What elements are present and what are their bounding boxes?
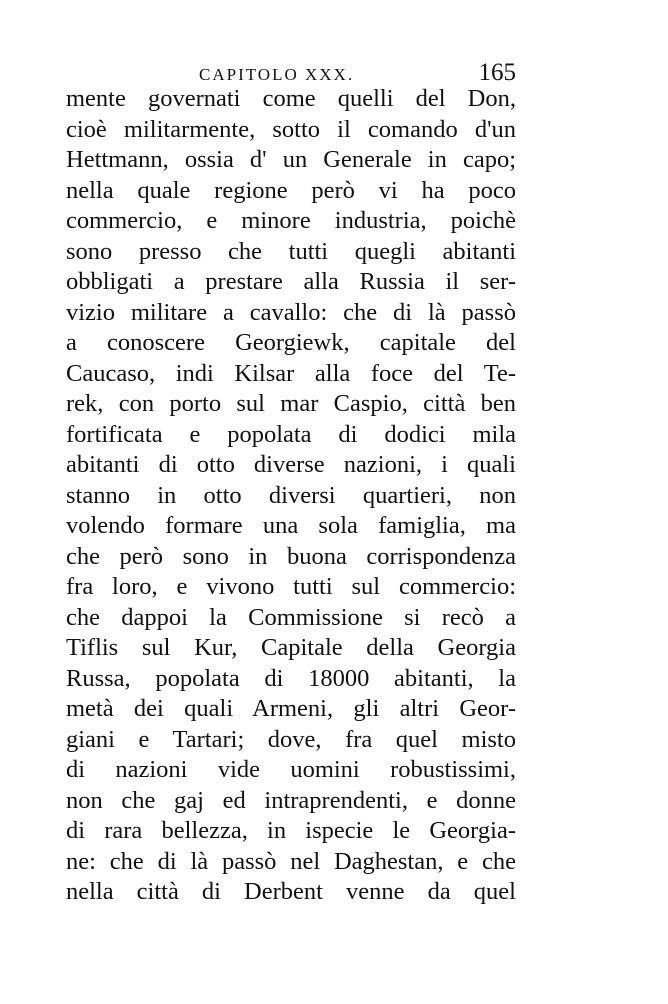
text-line: volendo formare una sola famiglia, ma [66,512,516,539]
text-line: cioè militarmente, sotto il comando d'un [66,115,516,143]
text-line: Russa, popolata di 18000 abitanti, la [66,664,516,692]
text-line: a conoscere Georgiewk, capitale del [66,329,516,356]
page-number: 165 [478,59,516,86]
text-line: Caucaso, indi Kilsar alla foce del Te- [66,359,516,387]
text-line: che però sono in buona corrispondenza [66,542,516,570]
text-line: obbligati a prestare alla Russia il ser- [66,268,516,295]
text-line: stanno in otto diversi quartieri, non [66,481,516,509]
text-line: di nazioni vide uomini robustissimi, [66,756,516,783]
chapter-title: CAPITOLO XXX. [199,65,355,84]
text-line: Tiflis sul Kur, Capitale della Georgia [66,634,516,661]
text-line: non che gaj ed intraprendenti, e donne [66,786,516,814]
text-line: fra loro, e vivono tutti sul commercio: [66,573,516,600]
text-line: fortificata e popolata di dodici mila [66,420,516,448]
text-line: vizio militare a cavallo: che di là passò [66,298,516,326]
text-line: giani e Tartari; dove, fra quel misto [66,725,516,753]
text-line: nella quale regione però vi ha poco [66,176,516,204]
text-line: mente governati come quelli del Don, [66,85,516,112]
text-line: sono presso che tutti quegli abitanti [66,237,516,265]
text-line: Hettmann, ossia d' un Generale in capo; [66,146,516,173]
text-line: ne: che di là passò nel Daghestan, e che [66,847,516,875]
text-line: abitanti di otto diverse nazioni, i quali [66,451,516,478]
body-text [66,84,516,908]
text-line: rek, con porto sul mar Caspio, città ben [66,390,516,417]
text-line: che dappoi la Commissione si recò a [66,603,516,631]
text-line: commercio, e minore industria, poichè [66,207,516,234]
text-line: nella città di Derbent venne da quel [66,878,516,905]
text-line: metà dei quali Armeni, gli altri Geor- [66,695,516,722]
text-line: di rara bellezza, in ispecie le Georgia- [66,817,516,844]
